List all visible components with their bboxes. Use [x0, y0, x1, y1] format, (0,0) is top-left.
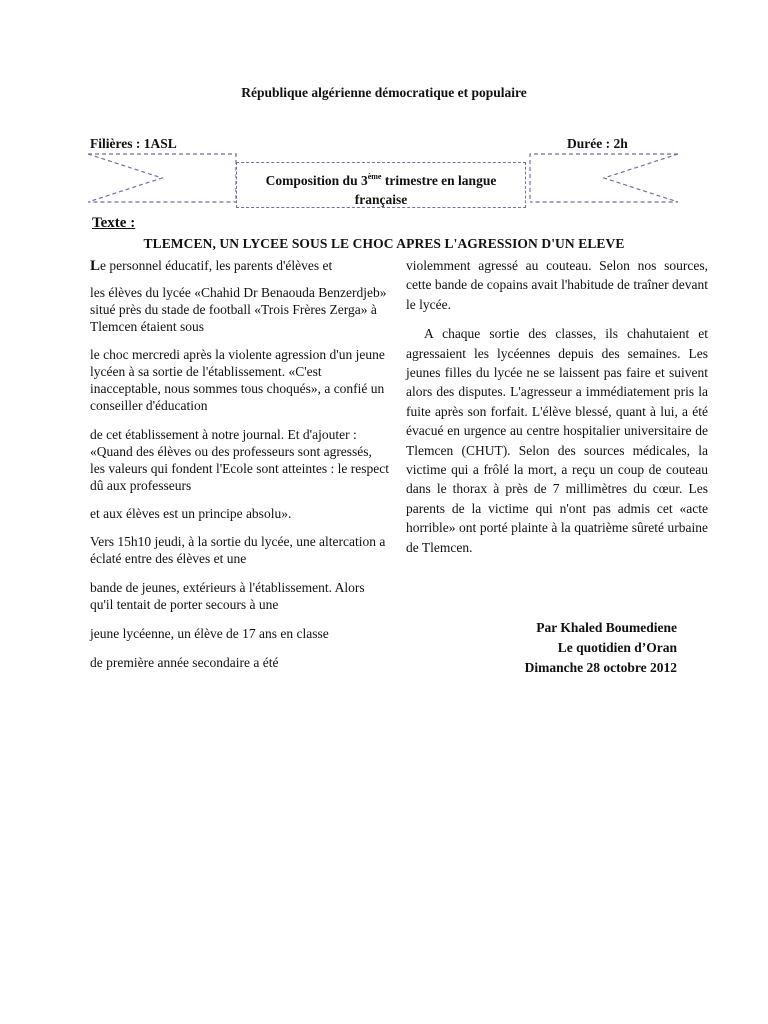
- left-paragraph-8: jeune lycéenne, un élève de 17 ans en classe: [90, 626, 329, 641]
- left-paragraph-4: de cet établissement à notre journal. Et d'ajouter : «Quand des élèves ou des professeurs sont agressés, les valeurs qui fondent l'Ecole sont atteintes : le respect dû aux professeurs: [90, 427, 389, 493]
- left-paragraph-7: bande de jeunes, extérieurs à l'établissement. Alors qu'il tentait de porter secours à une: [90, 580, 365, 612]
- dropcap: L: [90, 258, 101, 274]
- left-paragraph-1-text: e personnel éducatif, les parents d'élèves et: [100, 258, 333, 273]
- left-paragraph-9: de première année secondaire a été: [90, 655, 279, 670]
- signature-block: [470, 618, 677, 678]
- left-paragraph-3: le choc mercredi après la violente agression d'un jeune lycéen à sa sortie de l'établissement. «C'est inacceptable, nous sommes tous choqués», a confié un conseiller d'éducation: [90, 347, 385, 413]
- right-column: [406, 256, 712, 567]
- signature-newspaper: Le quotidien d’Oran: [557, 640, 677, 655]
- texte-heading: Texte :: [92, 215, 136, 231]
- republic-header: République algérienne démocratique et populaire: [241, 85, 527, 100]
- composition-line1-pre: Composition du 3: [265, 173, 368, 188]
- signature-date: Dimanche 28 octobre 2012: [524, 660, 677, 675]
- composition-line2: française: [354, 192, 408, 207]
- duree-label: Durée : 2h: [567, 136, 628, 151]
- signature-author: Par Khaled Boumediene: [536, 620, 677, 635]
- filieres-label: Filières : 1ASL: [90, 136, 177, 151]
- left-paragraph-1: [90, 257, 390, 275]
- right-paragraph-1: violemment agressé au couteau. Selon nos sources, cette bande de copains avait l'habitude de traîner devant le lycée.: [406, 258, 708, 312]
- left-paragraph-2: les élèves du lycée «Chahid Dr Benaouda Benzerdjeb» situé près du stade de football «Trois Frères Zerga» à Tlemcen étaient sous: [90, 285, 387, 334]
- left-paragraph-5: et aux élèves est un principe absolu».: [90, 506, 292, 521]
- article-title: TLEMCEN, UN LYCEE SOUS LE CHOC APRES L'AGRESSION D'UN ELEVE: [143, 236, 625, 251]
- composition-box: [236, 162, 526, 208]
- composition-sup: ème: [367, 172, 382, 181]
- right-paragraph-2: A chaque sortie des classes, ils chahutaient et agressaient les lycéennes depuis des semaines. Les jeunes filles du lycée ne se laissent pas faire et suivent alors des disputes. L'agresseur a immédiatement pris la fuite après son forfait. L'élève blessé, quant à lui, a été évacué en urgence au centre hospitalier universitaire de Tlemcen (CHUT). Selon des sources médicales, la victime qui a frôlé la mort, a reçu un coup de couteau dans le thorax à près de 7 millimètres du cœur. Les parents de la victime qui n'ont pas admis cet «acte horrible» ont porté plainte à la quatrième sûreté urbaine de Tlemcen.: [406, 326, 712, 555]
- composition-line1-post: trimestre en langue: [381, 173, 497, 188]
- left-paragraph-6: Vers 15h10 jeudi, à la sortie du lycée, une altercation a éclaté entre des élèves et une: [90, 534, 386, 566]
